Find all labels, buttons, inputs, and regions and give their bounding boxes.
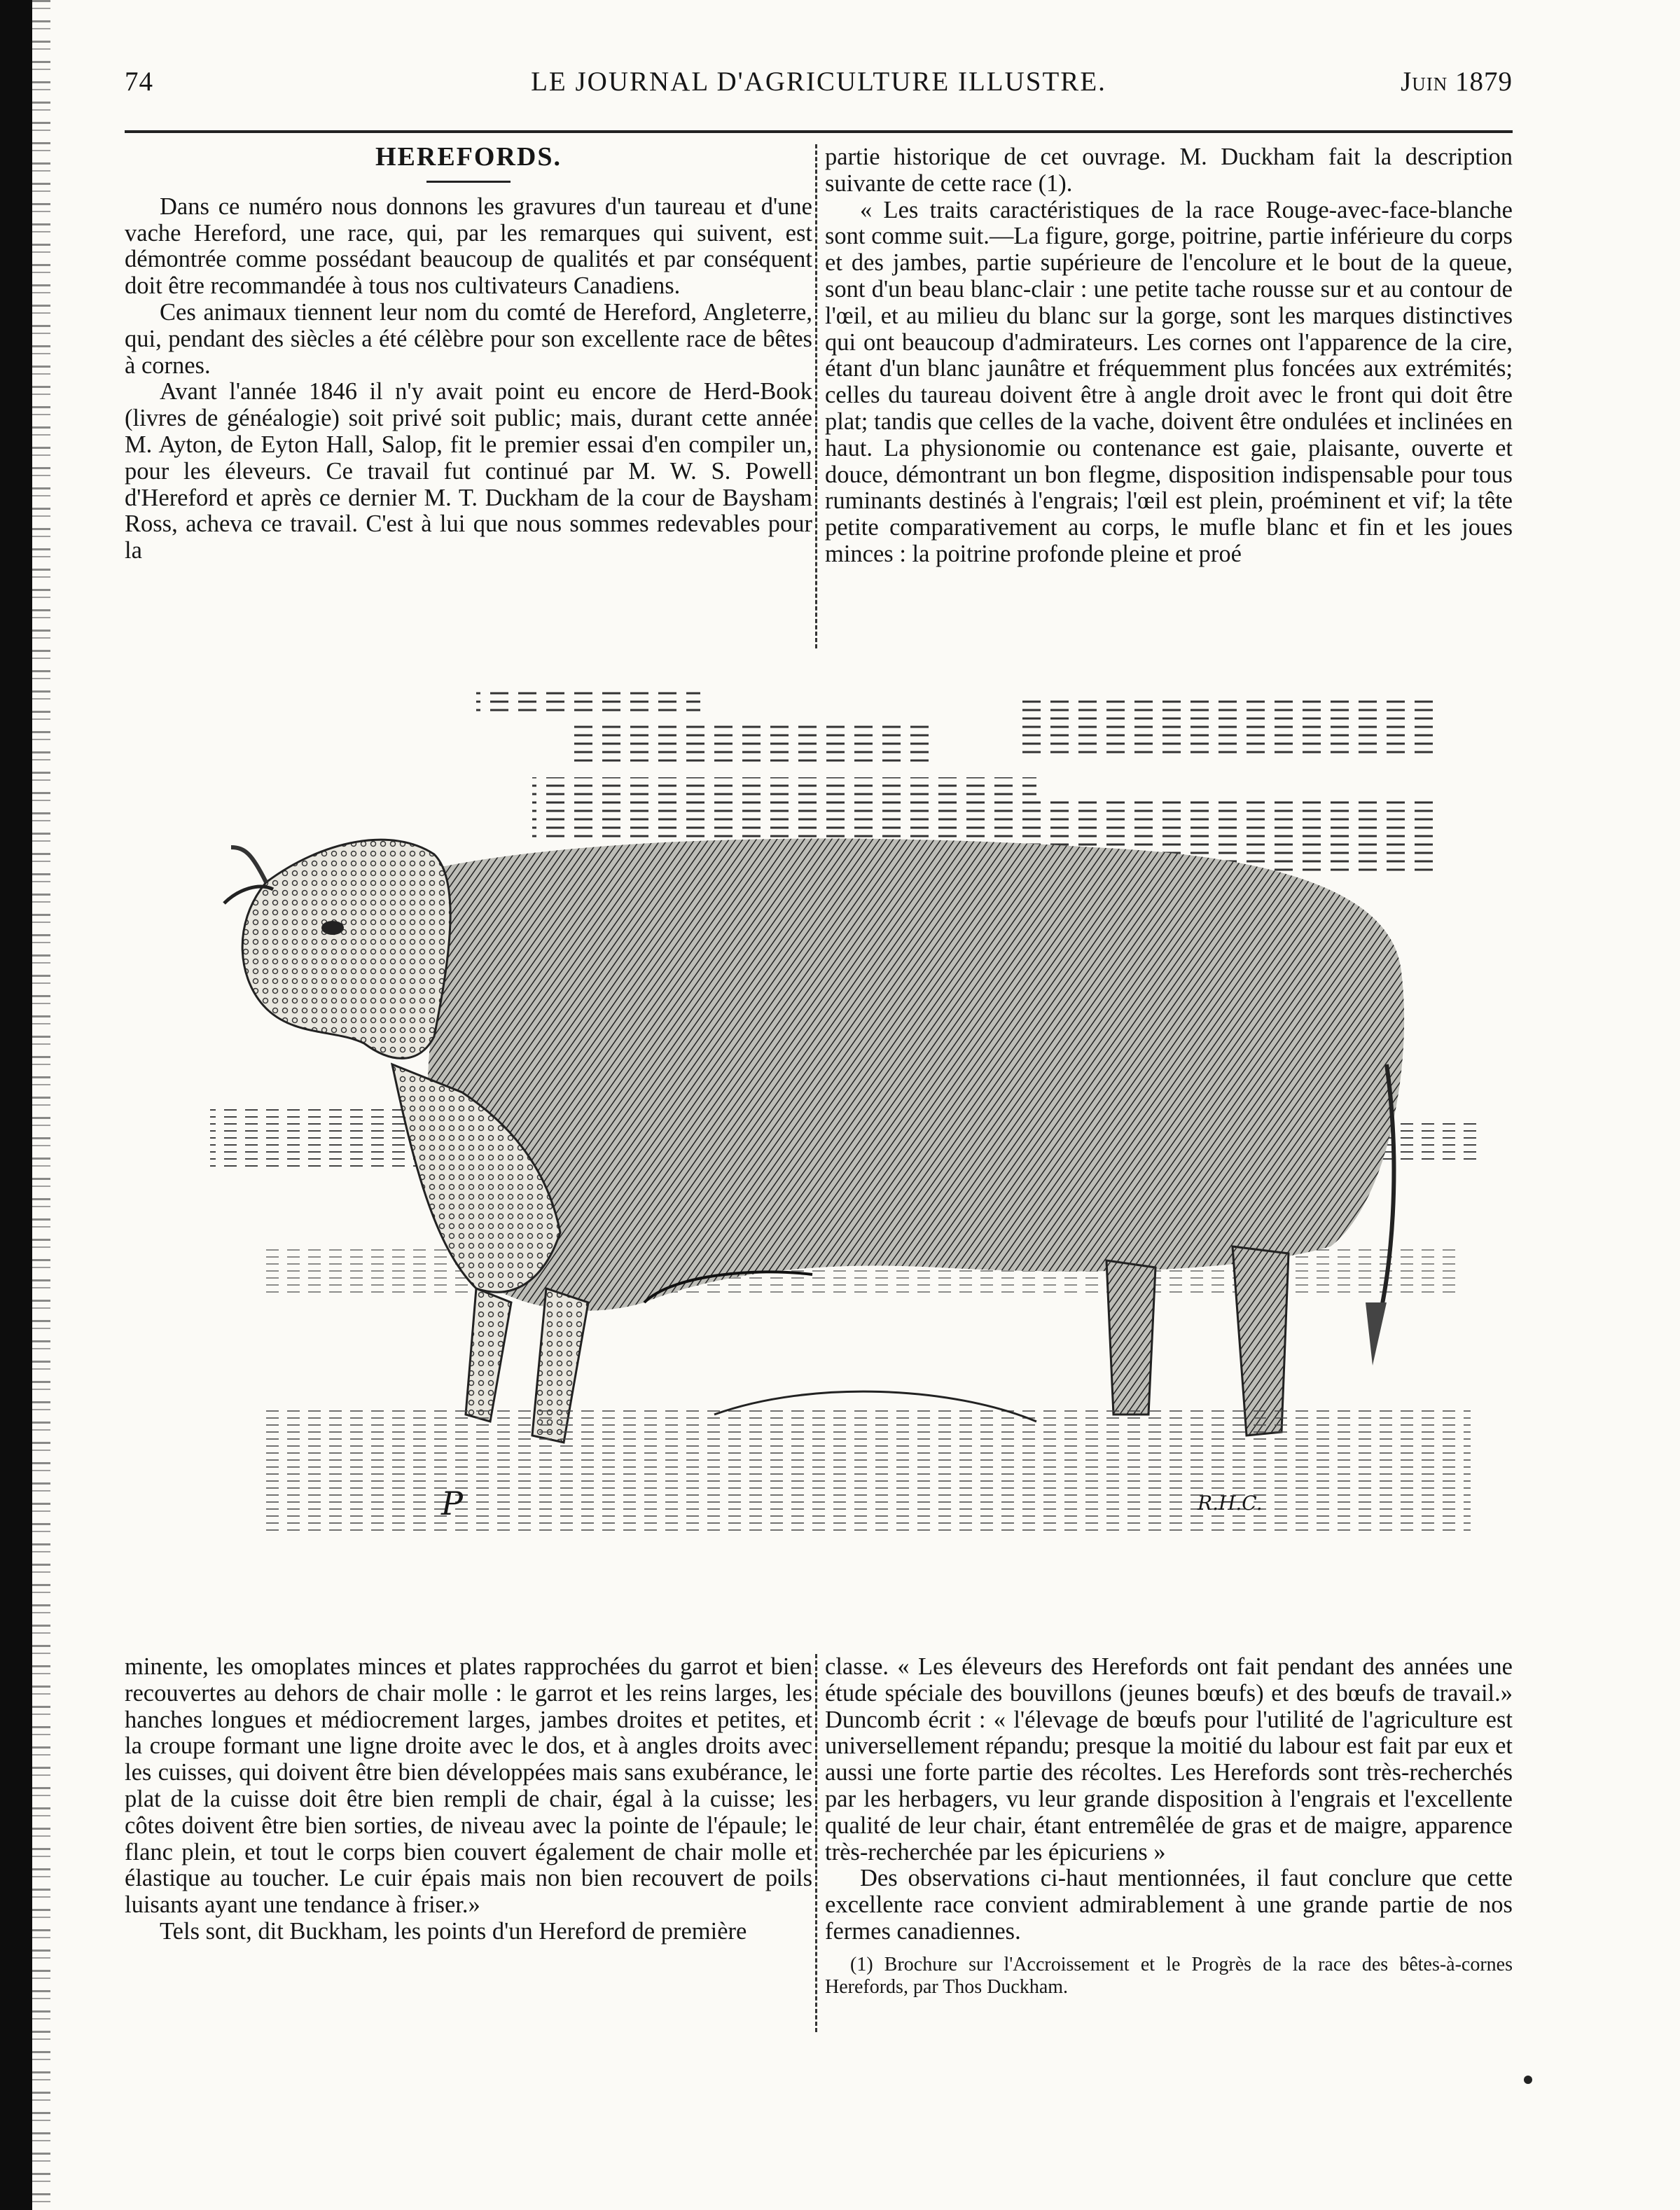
bull-illustration (182, 672, 1499, 1611)
hereford-bull-engraving (182, 672, 1499, 1611)
paragraph: Des observations ci-haut mentionnées, il faut conclure que cette excellente race convient admirablement à une grande partie de nos fermes canadiennes. (825, 1865, 1513, 1945)
article-column-3 (125, 1654, 812, 1945)
article-column-4 (825, 1654, 1513, 1999)
column-divider-top (815, 144, 817, 648)
paragraph: Tels sont, dit Buckham, les points d'un Hereford de première (160, 1917, 747, 1945)
paragraph: minente, les omoplates minces et plates rapprochées du garrot et bien recouvertes au dehors de chair molle : le garrot et les reins larges, les hanches longues et médiocrement larges, jambes droites et petites, et la croupe formant une ligne droite avec le dos, et à angles droits avec les cuisses, qui doivent être bien développées mais sans exubérance, le plat de la cuisse doit être bien rempli de chair, égal à la cuisse; les côtes doivent être bien sorties, de niveau avec la pointe de l'épaule; le flanc plein, et tout le corps bien couvert également de chair molle et élastique au toucher. Le cuir épais mais non bien recouvert de poils luisants ayant une tendance à friser.» (125, 1653, 812, 1919)
title-rule (426, 181, 511, 183)
engraver-mark-left: P (441, 1485, 463, 1522)
paragraph: « Les traits caractéristiques de la race Rouge-avec-face-blanche sont comme suit.—La figure, gorge, poitrine, partie inférieure du corps et des jambes, partie supérieure de l'encolure et le bout de la queue, sont d'un beau blanc-clair : une petite tache rousse sur et au contour de l'œil, et au milieu du blanc sur la gorge, sont les marques distinctives qui ont beaucoup d'admirateurs. Les cornes ont l'apparence de la cire, étant d'un blanc jaunâtre et fréquemment plus foncées aux extrémités; celles du taureau doivent être à angle droit avec le front qui doit être plat; tandis que celles de la vache, doivent être ondulées et inclinées en haut. La physionomie ou contenance est gaie, plaisante, ouverte et douce, démontrant un bon flegme, disposition indispensable pour tous ruminants destinés à l'engrais; l'œil est plein, proéminent et vif; la tête petite comparativement au corps, le mufle blanc et fin et les joues minces : la poitrine profonde pleine et proé (825, 196, 1513, 567)
issue-date: Juin 1879 (1401, 67, 1513, 97)
footnote: (1) Brochure sur l'Accroissement et le Progrès de la race des bêtes-à-cornes Herefords, par Thos Duckham. (825, 1953, 1513, 1998)
engraver-mark-right: R.H.C. (1197, 1492, 1263, 1515)
print-speck (1524, 2076, 1532, 2084)
binding-scan-noise (32, 0, 50, 2210)
paragraph: Ces animaux tiennent leur nom du comté de Hereford, Angleterre, qui, pendant des siècles a été célèbre pour son excellente race de bêtes à cornes. (125, 298, 812, 379)
bull-head (224, 840, 450, 1058)
article-column-2 (825, 144, 1513, 568)
page-number: 74 (125, 67, 153, 97)
bull-body (427, 839, 1404, 1311)
paragraph: partie historique de cet ouvrage. M. Duckham fait la description suivante de cette race (1). (825, 144, 1513, 197)
paragraph: Dans ce numéro nous donnons les gravures d'un taureau et d'une vache Hereford, une race, qui, par les remarques qui suivent, est démontrée comme possédant beaucoup de qualités et par conséquent doit être recommandée à tous nos cultivateurs Canadiens. (125, 193, 812, 300)
article-column-1 (125, 144, 812, 564)
paragraph: classe. « Les éleveurs des Herefords ont fait pendant des années une étude spéciale des bouvillons (jeunes bœufs) et des bœufs de travail.» Duncomb écrit : « l'élevage de bœufs pour l'utilité de l'agriculture est universellement répandu; presque la moitié du labour est fait par eux et aussi une forte partie des récoltes. Les Herefords sont très-recherchés par les herbagers, vu leur grande disposition à l'engrais et l'excellente qualité de leur chair, étant entremêlée de gras et de maigre, apparence très-recherchée par les épicuriens » (825, 1653, 1513, 1865)
header-rule (125, 130, 1513, 133)
page-binding-edge (0, 0, 32, 2210)
paragraph: Avant l'année 1846 il n'y avait point eu encore de Herd-Book (livres de généalogie) soit privé soit public; mais, durant cette année M. Ayton, de Eyton Hall, Salop, fit le premier essai d'en compiler un, pour les éleveurs. Ce travail fut continué par M. W. S. Powell d'Hereford et après ce dernier M. T. Duckham de la cour de Baysham Ross, acheva ce travail. C'est à lui que nous sommes redevables pour la (125, 378, 812, 564)
page-header (125, 60, 1513, 109)
article-title: HEREFORDS. (375, 142, 562, 172)
journal-title: LE JOURNAL D'AGRICULTURE ILLUSTRE. (531, 67, 1106, 97)
column-divider-bottom (815, 1654, 817, 2032)
